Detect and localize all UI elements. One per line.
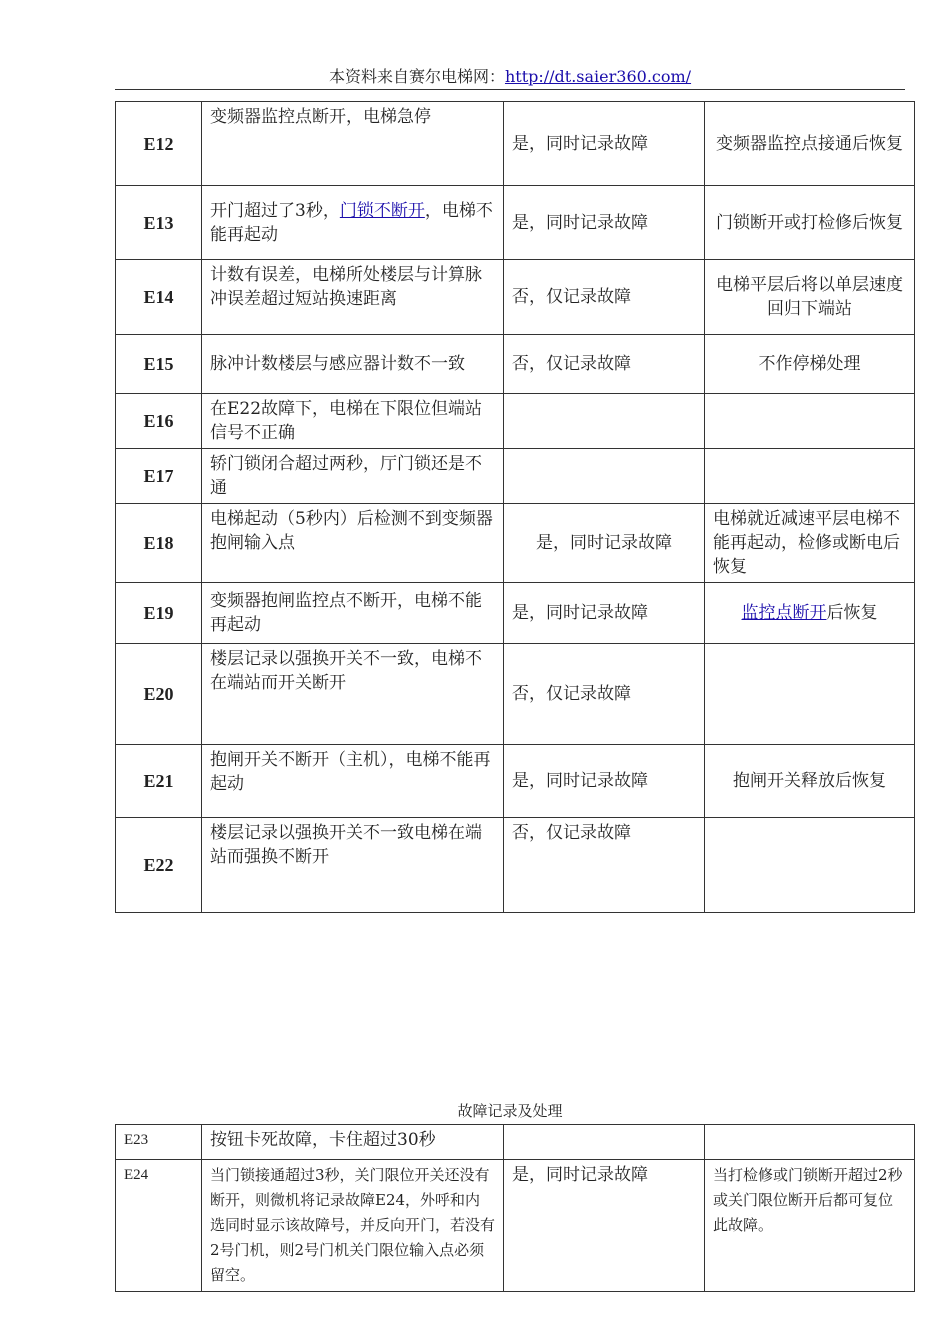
fault-record bbox=[504, 394, 705, 449]
fault-code: E17 bbox=[116, 449, 202, 504]
fault-description: 电梯起动（5秒内）后检测不到变频器抱闸输入点 bbox=[202, 504, 504, 583]
fault-record: 否，仅记录故障 bbox=[504, 644, 705, 745]
fault-recovery: 抱闸开关释放后恢复 bbox=[705, 745, 915, 818]
fault-recovery bbox=[705, 1125, 915, 1160]
door-lock-link[interactable]: 门锁不断开 bbox=[339, 200, 425, 221]
table-row bbox=[116, 644, 915, 745]
fault-description-text: 开门超过了3秒， bbox=[210, 200, 340, 221]
fault-code: E21 bbox=[116, 745, 202, 818]
fault-code: E24 bbox=[116, 1160, 202, 1292]
table-row bbox=[116, 335, 915, 394]
fault-record: 否，仅记录故障 bbox=[504, 818, 705, 913]
fault-record: 是，同时记录故障 bbox=[504, 102, 705, 186]
fault-description: 变频器抱闸监控点不断开，电梯不能再起动 bbox=[202, 583, 504, 644]
fault-recovery bbox=[705, 818, 915, 913]
table-caption: 故障记录及处理 bbox=[457, 1102, 563, 1120]
header-source-link[interactable]: http://dt.saier360.com/ bbox=[504, 67, 692, 86]
fault-code: E16 bbox=[116, 394, 202, 449]
fault-description: 轿门锁闭合超过两秒，厅门锁还是不通 bbox=[202, 449, 504, 504]
header-source-text: 本资料来自赛尔电梯网： bbox=[328, 67, 505, 86]
fault-description: 按钮卡死故障，卡住超过30秒 bbox=[202, 1125, 504, 1160]
fault-recovery: 不作停梯处理 bbox=[705, 335, 915, 394]
fault-code: E19 bbox=[116, 583, 202, 644]
fault-table-continued bbox=[115, 1124, 915, 1292]
fault-code: E23 bbox=[116, 1125, 202, 1160]
fault-code: E20 bbox=[116, 644, 202, 745]
fault-recovery: 门锁断开或打检修后恢复 bbox=[705, 186, 915, 260]
fault-recovery bbox=[705, 583, 915, 644]
fault-recovery bbox=[705, 449, 915, 504]
table-row bbox=[116, 394, 915, 449]
table-row bbox=[116, 260, 915, 335]
fault-record: 是，同时记录故障 bbox=[504, 186, 705, 260]
header-divider bbox=[115, 89, 905, 90]
fault-description: 在E22故障下，电梯在下限位但端站信号不正确 bbox=[202, 394, 504, 449]
table-row bbox=[116, 504, 915, 583]
table-row bbox=[116, 583, 915, 644]
fault-code: E15 bbox=[116, 335, 202, 394]
fault-record: 是，同时记录故障 bbox=[504, 745, 705, 818]
fault-description: 楼层记录以强换开关不一致电梯在端站而强换不断开 bbox=[202, 818, 504, 913]
fault-recovery: 电梯就近减速平层电梯不能再起动，检修或断电后恢复 bbox=[705, 504, 915, 583]
fault-description: 脉冲计数楼层与感应器计数不一致 bbox=[202, 335, 504, 394]
table-row bbox=[116, 449, 915, 504]
table-row bbox=[116, 102, 915, 186]
page-header bbox=[115, 66, 905, 88]
fault-code: E13 bbox=[116, 186, 202, 260]
table-row bbox=[116, 745, 915, 818]
fault-description: 变频器监控点断开，电梯急停 bbox=[202, 102, 504, 186]
fault-description: 计数有误差，电梯所处楼层与计算脉冲误差超过短站换速距离 bbox=[202, 260, 504, 335]
fault-record: 是，同时记录故障 bbox=[504, 504, 705, 583]
fault-record bbox=[504, 449, 705, 504]
fault-description: 抱闸开关不断开（主机），电梯不能再起动 bbox=[202, 745, 504, 818]
monitor-point-link[interactable]: 监控点断开 bbox=[741, 603, 827, 623]
fault-recovery: 电梯平层后将以单层速度回归下端站 bbox=[705, 260, 915, 335]
table-row bbox=[116, 186, 915, 260]
fault-record bbox=[504, 1125, 705, 1160]
fault-description bbox=[202, 186, 504, 260]
fault-record: 是，同时记录故障 bbox=[504, 1160, 705, 1292]
fault-record: 是，同时记录故障 bbox=[504, 583, 705, 644]
table-row bbox=[116, 818, 915, 913]
fault-recovery bbox=[705, 394, 915, 449]
fault-record: 否，仅记录故障 bbox=[504, 335, 705, 394]
fault-description: 楼层记录以强换开关不一致，电梯不在端站而开关断开 bbox=[202, 644, 504, 745]
fault-code: E14 bbox=[116, 260, 202, 335]
fault-recovery bbox=[705, 644, 915, 745]
fault-recovery: 变频器监控点接通后恢复 bbox=[705, 102, 915, 186]
table-row bbox=[116, 1125, 915, 1160]
fault-code: E18 bbox=[116, 504, 202, 583]
fault-description: 当门锁接通超过3秒，关门限位开关还没有断开，则微机将记录故障E24，外呼和内选同时显示该故障号，并反向开门，若没有2号门机，则2号门机关门限位输入点必须留空。 bbox=[202, 1160, 504, 1292]
table-row bbox=[116, 1160, 915, 1292]
fault-recovery-text: 后恢复 bbox=[826, 603, 878, 623]
fault-record: 否，仅记录故障 bbox=[504, 260, 705, 335]
fault-code: E22 bbox=[116, 818, 202, 913]
fault-table bbox=[115, 101, 915, 913]
fault-code: E12 bbox=[116, 102, 202, 186]
fault-description-text: ，电梯不能再起动 bbox=[210, 200, 493, 245]
fault-recovery: 当打检修或门锁断开超过2秒或关门限位断开后都可复位此故障。 bbox=[705, 1160, 915, 1292]
